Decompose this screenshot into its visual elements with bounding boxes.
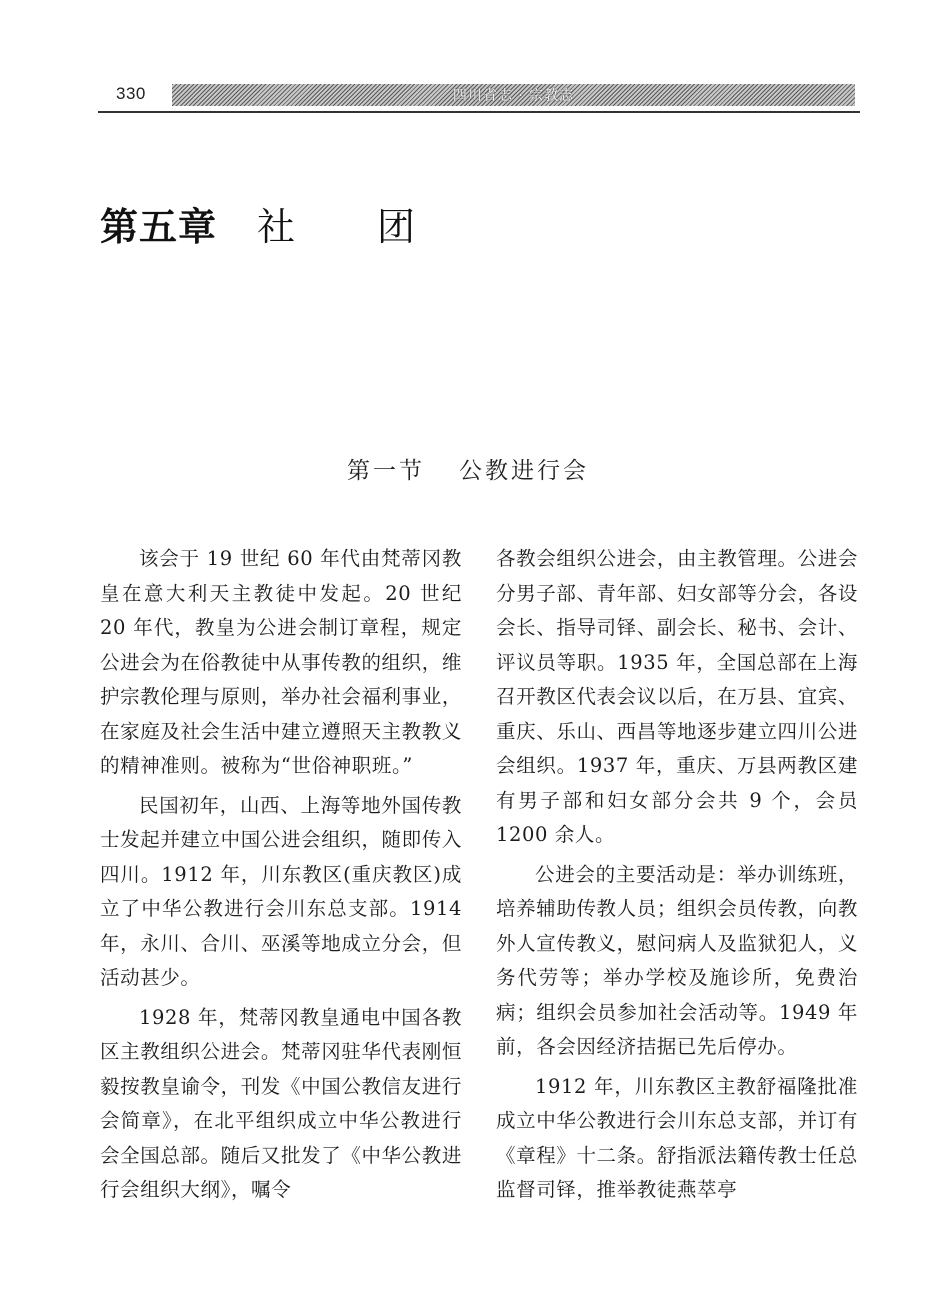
section-title: 公教进行会: [459, 458, 589, 484]
paragraph: 该会于 19 世纪 60 年代由梵蒂冈教皇在意大利天主教徒中发起。20 世纪 20 年代，教皇为公进会制订章程，规定公进会为在俗教徒中从事传教的组织，维护宗教伦理与原则，举办社会福利事业，在家庭及社会生活中建立遵照天主教教义的精神准则。被称为“世俗神职班。”: [100, 547, 462, 777]
page-number: 330: [116, 84, 146, 103]
chapter-title-part2: 团: [377, 205, 416, 249]
section-number: 第一节: [347, 458, 425, 484]
paragraph-continued: 各教会组织公进会，由主教管理。公进会分男子部、青年部、妇女部等分会，各设会长、指导司铎、副会长、秘书、会计、评议员等职。1935 年，全国总部在上海召开教区代表会议以后，在万县、宜宾、重庆、乐山、西昌等地逐步建立四川公进会组织。1937 年，重庆、万县两教区建有男子部和妇女部分会共 9 个，会员 1200 余人。: [496, 547, 858, 846]
left-column: [100, 542, 462, 1213]
right-column: [496, 542, 858, 1213]
chapter-number: 第五章: [100, 205, 218, 249]
running-header-band: [172, 84, 855, 106]
header-rule: [98, 111, 860, 113]
running-title: 四川省志 · 宗教志: [452, 88, 575, 104]
paragraph: 民国初年，山西、上海等地外国传教士发起并建立中国公进会组织，随即传入四川。1912 年，川东教区(重庆教区)成立了中华公教进行会川东总支部。1914 年，永川、合川、巫溪等地成立分会，但活动甚少。: [100, 793, 462, 989]
paragraph: 公进会的主要活动是：举办训练班，培养辅助传教人员；组织会员传教，向教外人宣传教义，慰问病人及监狱犯人，义务代劳等；举办学校及施诊所，免费治病；组织会员参加社会活动等。1949 年前，各会因经济拮据已先后停办。: [496, 862, 858, 1058]
chapter-heading: [100, 196, 415, 251]
chapter-title-part1: 社: [257, 205, 296, 249]
section-heading: [0, 452, 936, 485]
paragraph: 1912 年，川东教区主教舒福隆批准成立中华公教进行会川东总支部，并订有《章程》十二条。舒指派法籍传教士任总监督司铎，推举教徒燕萃亭: [496, 1074, 858, 1201]
paragraph: 1928 年，梵蒂冈教皇通电中国各教区主教组织公进会。梵蒂冈驻华代表刚恒毅按教皇谕令，刊发《中国公教信友进行会简章》，在北平组织成立中华公教进行会全国总部。随后又批发了《中华公教进行会组织大纲》，嘱令: [100, 1005, 462, 1201]
